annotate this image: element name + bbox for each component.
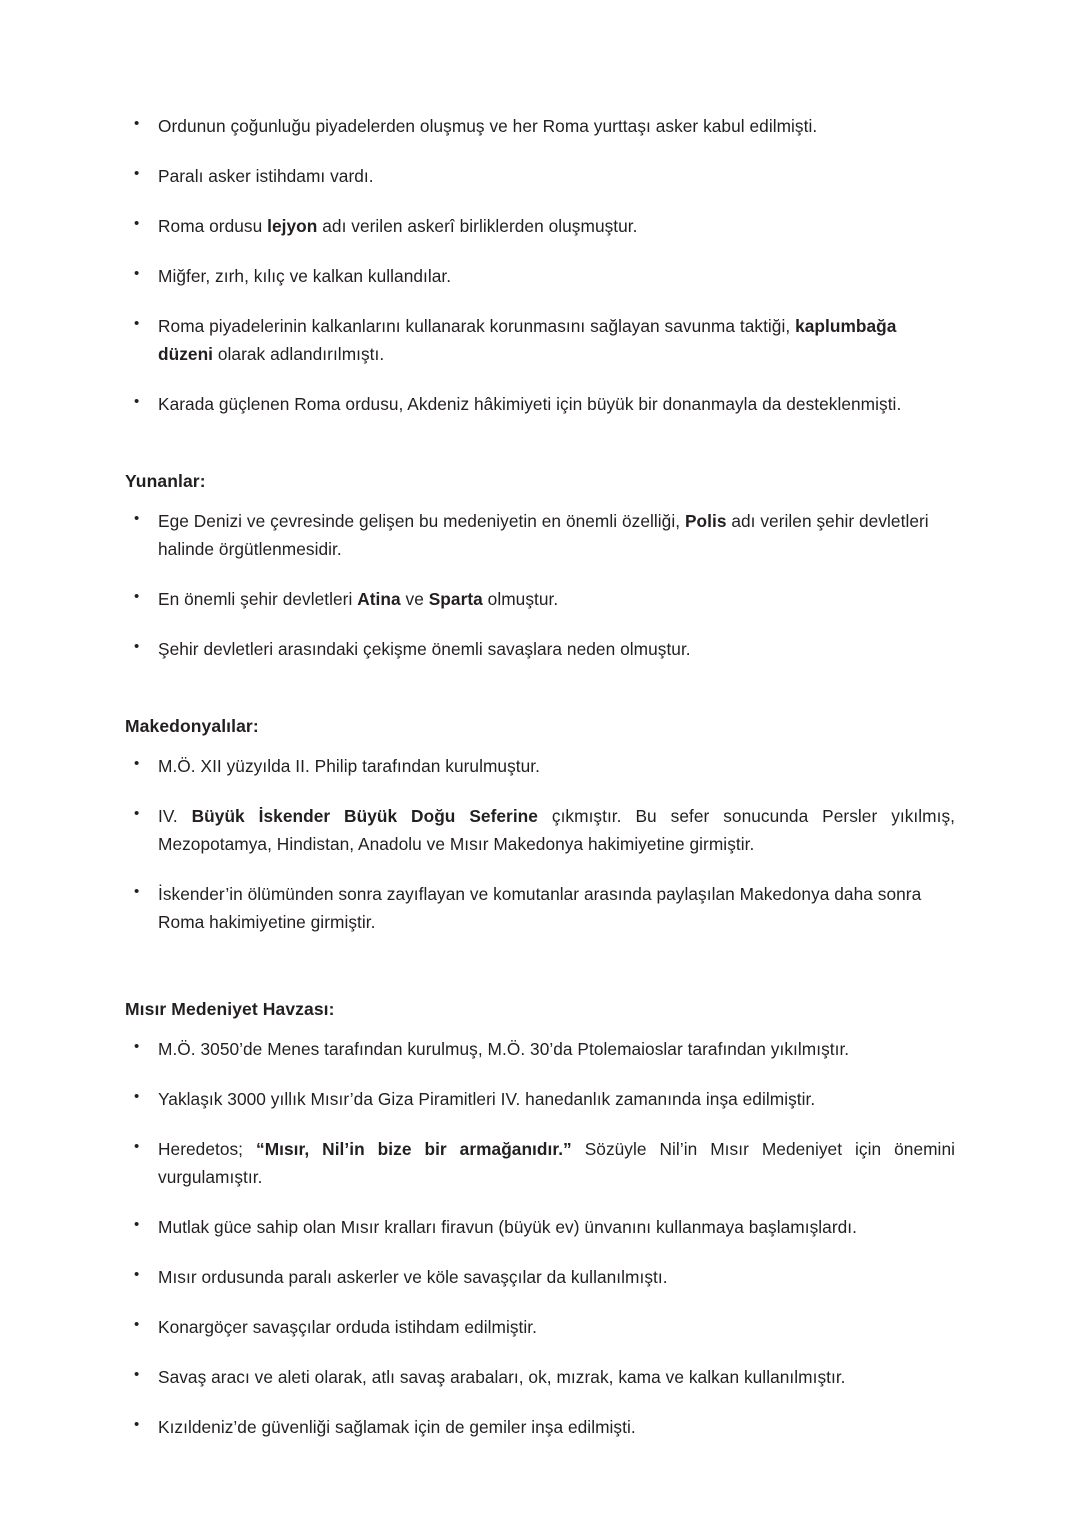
section-roma-ordusu xyxy=(125,112,955,418)
section-heading: Makedonyalılar: xyxy=(125,715,259,736)
bullet-item: • M.Ö. XII yüzyılda II. Philip tarafından kurulmuştur. xyxy=(125,752,955,780)
section-yunanlar xyxy=(125,470,955,663)
section-spacer xyxy=(125,936,955,998)
bullet-list xyxy=(125,752,955,936)
bullet-item: • Roma piyadelerinin kalkanlarını kullanarak korunmasını sağlayan savunma taktiği, kaplumbağa düzeni olarak adlandırılmıştı. xyxy=(125,312,955,368)
bullet-item: • Yaklaşık 3000 yıllık Mısır’da Giza Piramitleri IV. hanedanlık zamanında inşa edilmiştir. xyxy=(125,1085,955,1113)
bullet-list xyxy=(125,1035,955,1441)
bullet-item: • Kızıldeniz’de güvenliği sağlamak için de gemiler inşa edilmişti. xyxy=(125,1413,955,1441)
section-makedonyalilar xyxy=(125,715,955,936)
section-heading: Yunanlar: xyxy=(125,471,206,492)
bullet-item: • İskender’in ölümünden sonra zayıflayan ve komutanlar arasında paylaşılan Makedonya daha sonra Roma hakimiyetine girmiştir. xyxy=(125,880,955,936)
bullet-item: • Mutlak güce sahip olan Mısır kralları firavun (büyük ev) ünvanını kullanmaya başlamışlardı. xyxy=(125,1213,955,1241)
section-spacer xyxy=(125,663,955,715)
section-spacer xyxy=(125,418,955,470)
bullet-item: • Savaş aracı ve aleti olarak, atlı savaş arabaları, ok, mızrak, kama ve kalkan kullanılmıştır. xyxy=(125,1363,955,1391)
bullet-item: • Heredetos; “Mısır, Nil’in bize bir armağanıdır.” Sözüyle Nil’in Mısır Medeniyet için önemini vurgulamıştır. xyxy=(125,1135,955,1191)
bullet-item: • Roma ordusu lejyon adı verilen askerî birliklerden oluşmuştur. xyxy=(125,212,955,240)
bullet-list xyxy=(125,507,955,663)
bullet-item: • Karada güçlenen Roma ordusu, Akdeniz hâkimiyeti için büyük bir donanmayla da desteklenmişti. xyxy=(125,390,955,418)
section-misir-medeniyet-havzasi xyxy=(125,998,955,1441)
bullet-item: • Paralı asker istihdamı vardı. xyxy=(125,162,955,190)
bullet-item: • Konargöçer savaşçılar orduda istihdam edilmiştir. xyxy=(125,1313,955,1341)
bullet-item: • Mısır ordusunda paralı askerler ve köle savaşçılar da kullanılmıştı. xyxy=(125,1263,955,1291)
bullet-item: • IV. Büyük İskender Büyük Doğu Seferine çıkmıştır. Bu sefer sonucunda Persler yıkılmış, Mezopotamya, Hindistan, Anadolu ve Mısır Makedonya hakimiyetine girmiştir. xyxy=(125,802,955,858)
bullet-item: • En önemli şehir devletleri Atina ve Sparta olmuştur. xyxy=(125,585,955,613)
bullet-item: • Şehir devletleri arasındaki çekişme önemli savaşlara neden olmuştur. xyxy=(125,635,955,663)
document-body xyxy=(125,112,955,1441)
bullet-list xyxy=(125,112,955,418)
bullet-item: • M.Ö. 3050’de Menes tarafından kurulmuş, M.Ö. 30’da Ptolemaioslar tarafından yıkılmıştır. xyxy=(125,1035,955,1063)
bullet-item: • Ege Denizi ve çevresinde gelişen bu medeniyetin en önemli özelliği, Polis adı verilen şehir devletleri halinde örgütlenmesidir. xyxy=(125,507,955,563)
bullet-item: • Miğfer, zırh, kılıç ve kalkan kullandılar. xyxy=(125,262,955,290)
section-heading: Mısır Medeniyet Havzası: xyxy=(125,998,335,1019)
bullet-item: • Ordunun çoğunluğu piyadelerden oluşmuş ve her Roma yurttaşı asker kabul edilmişti. xyxy=(125,112,955,140)
